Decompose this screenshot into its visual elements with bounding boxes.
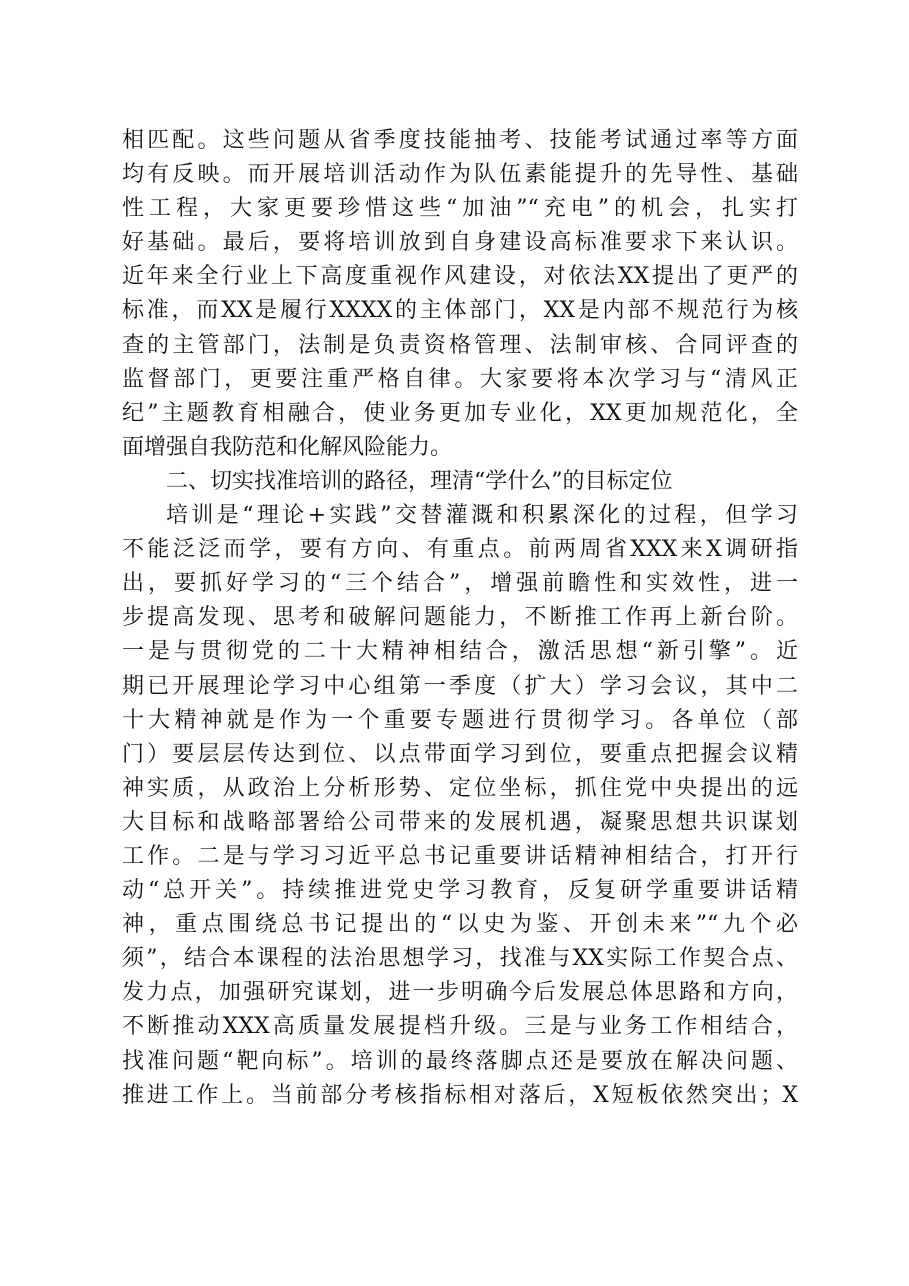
- text-line: 不断推动XXX高质量发展提档升级。三是与业务工作相结合，: [122, 1014, 798, 1040]
- text-line: 好基础。最后，要将培训放到自身建设高标准要求下来认识。: [122, 230, 798, 256]
- text-line: 动“总开关”。持续推进党史学习教育，反复研学重要讲话精: [122, 878, 798, 904]
- text-line: 工作。二是与学习习近平总书记重要讲话精神相结合，打开行: [122, 843, 798, 869]
- text-line: 神实质，从政治上分析形势、定位坐标，抓住党中央提出的远: [122, 775, 798, 801]
- text-line: 门）要层层传达到位、以点带面学习到位，要重点把握会议精: [122, 741, 798, 767]
- text-line: 面增强自我防范和化解风险能力。: [122, 434, 453, 460]
- text-line: 十大精神就是作为一个重要专题进行贯彻学习。各单位（部: [122, 707, 798, 733]
- text-line: 期已开展理论学习中心组第一季度（扩大）学习会议，其中二: [122, 673, 798, 699]
- text-line: 推进工作上。当前部分考核指标相对落后，X短板依然突出；X: [122, 1082, 798, 1108]
- text-line: 纪”主题教育相融合，使业务更加专业化，XX更加规范化，全: [122, 400, 798, 426]
- text-line: 性工程，大家更要珍惜这些“加油”“充电”的机会，扎实打: [122, 196, 798, 222]
- text-line: 找准问题“靶向标”。培训的最终落脚点还是要放在解决问题、: [122, 1048, 798, 1074]
- text-line: 标准，而XX是履行XXXX的主体部门，XX是内部不规范行为核: [122, 298, 798, 324]
- text-line: 均有反映。而开展培训活动作为队伍素能提升的先导性、基础: [122, 162, 798, 188]
- text-line: 发力点，加强研究谋划，进一步明确今后发展总体思路和方向，: [122, 980, 798, 1006]
- text-line: 培训是“理论+实践”交替灌溉和积累深化的过程，但学习: [166, 503, 798, 529]
- text-line: 近年来全行业上下高度重视作风建设，对依法XX提出了更严的: [122, 264, 798, 290]
- text-line: 大目标和战略部署给公司带来的发展机遇，凝聚思想共识谋划: [122, 809, 798, 835]
- text-line: 监督部门，更要注重严格自律。大家要将本次学习与“清风正: [122, 366, 798, 392]
- text-line: 须”，结合本课程的法治思想学习，找准与XX实际工作契合点、: [122, 946, 798, 972]
- text-line: 一是与贯彻党的二十大精神相结合，激活思想“新引擎”。近: [122, 639, 798, 665]
- body-text: [122, 124, 798, 1113]
- text-line: 查的主管部门，法制是负责资格管理、法制审核、合同评查的: [122, 332, 798, 358]
- text-line: 神，重点围绕总书记提出的“以史为鉴、开创未来”“九个必: [122, 912, 798, 938]
- text-line: 出，要抓好学习的“三个结合”，增强前瞻性和实效性，进一: [122, 571, 798, 597]
- text-line: 步提高发现、思考和破解问题能力，不断推工作再上新台阶。: [122, 605, 798, 631]
- text-line: 相匹配。这些问题从省季度技能抽考、技能考试通过率等方面: [122, 128, 798, 153]
- text-line: 不能泛泛而学，要有方向、有重点。前两周省XXX来X调研指: [122, 537, 798, 563]
- section-heading: 二、切实找准培训的路径，理清“学什么”的目标定位: [166, 468, 673, 494]
